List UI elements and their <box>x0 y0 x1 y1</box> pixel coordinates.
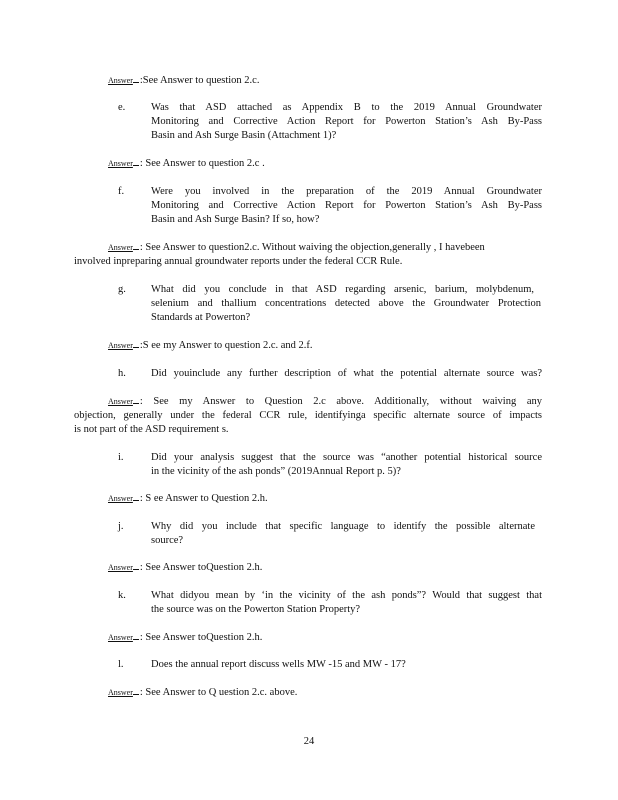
question-line: selenium and thallium concentrations detected above the Groundwater Protection <box>151 298 541 309</box>
answer-text: : S ee Answer to Question 2.h. <box>139 493 268 504</box>
answer-line <box>108 74 259 88</box>
question-line: Did your analysis suggest that the source was “another potential historical source <box>151 452 542 463</box>
answer-text: : See Answer to question 2.c . <box>139 158 265 169</box>
answer-line <box>108 686 297 700</box>
answer-text: :See Answer to question 2.c. <box>139 75 260 86</box>
answer-text: : See Answer toQuestion 2.h. <box>139 632 263 643</box>
answer-label: Answer <box>108 688 133 697</box>
answer-line <box>108 631 262 645</box>
question-line: Monitoring and Corrective Action Report for Powerton Station’s Ash By-Pass <box>151 200 542 211</box>
answer-label: Answer <box>108 633 133 642</box>
answer-text: : See my Answer to Question 2.c above. Additionally, without waiving any <box>139 396 542 407</box>
answer-label: Answer <box>108 397 133 406</box>
answer-label: Answer <box>108 76 133 85</box>
question-line: Were you involved in the preparation of the 2019 Annual Groundwater <box>151 186 542 197</box>
question-letter: j. <box>118 521 124 532</box>
answer-continuation: is not part of the ASD requirement s. <box>74 424 229 435</box>
answer-label: Answer <box>108 341 133 350</box>
question-line: What did you conclude in that ASD regarding arsenic, barium, molybdenum, <box>151 284 534 295</box>
question-line: Standards at Powerton? <box>151 312 251 323</box>
answer-line <box>108 395 542 409</box>
question-line: the source was on the Powerton Station Property? <box>151 604 361 615</box>
question-letter: l. <box>118 659 124 670</box>
question-line: Was that ASD attached as Appendix B to the 2019 Annual Groundwater <box>151 102 542 113</box>
question-letter: g. <box>118 284 126 295</box>
answer-label: Answer <box>108 159 133 168</box>
question-line: Basin and Ash Surge Basin (Attachment 1)? <box>151 130 337 141</box>
answer-text: : See Answer to question2.c. Without waiving the objection,generally , I havebeen <box>139 242 485 253</box>
question-line: What didyou mean by ‘in the vicinity of the ash ponds”? Would that suggest that <box>151 590 542 601</box>
question-line: Did youinclude any further description of what the potential alternate source was? <box>151 368 542 379</box>
answer-label: Answer <box>108 243 133 252</box>
answer-text: : See Answer toQuestion 2.h. <box>139 562 263 573</box>
answer-line <box>108 561 262 575</box>
question-letter: k. <box>118 590 126 601</box>
question-line: Why did you include that specific language to identify the possible alternate <box>151 521 535 532</box>
question-letter: h. <box>118 368 126 379</box>
answer-text: : See Answer to Q uestion 2.c. above. <box>139 687 298 698</box>
answer-label: Answer <box>108 494 133 503</box>
answer-line <box>108 339 313 353</box>
question-line: Basin and Ash Surge Basin? If so, how? <box>151 214 320 225</box>
question-letter: e. <box>118 102 126 113</box>
answer-line <box>108 241 533 255</box>
answer-continuation: objection, generally under the federal CCR rule, identifyinga specific alternate source of impacts <box>74 410 542 421</box>
question-line: Monitoring and Corrective Action Report for Powerton Station’s Ash By-Pass <box>151 116 542 127</box>
page-number: 24 <box>303 736 315 747</box>
answer-text: :S ee my Answer to question 2.c. and 2.f. <box>139 340 313 351</box>
answer-continuation: involved inpreparing annual groundwater reports under the federal CCR Rule. <box>74 256 403 267</box>
answer-label: Answer <box>108 563 133 572</box>
question-line: source? <box>151 535 184 546</box>
question-letter: i. <box>118 452 124 463</box>
question-letter: f. <box>118 186 125 197</box>
question-line: in the vicinity of the ash ponds” (2019Annual Report p. 5)? <box>151 466 401 477</box>
answer-line <box>108 492 268 506</box>
answer-line <box>108 157 265 171</box>
question-line: Does the annual report discuss wells MW -15 and MW - 17? <box>151 659 406 670</box>
